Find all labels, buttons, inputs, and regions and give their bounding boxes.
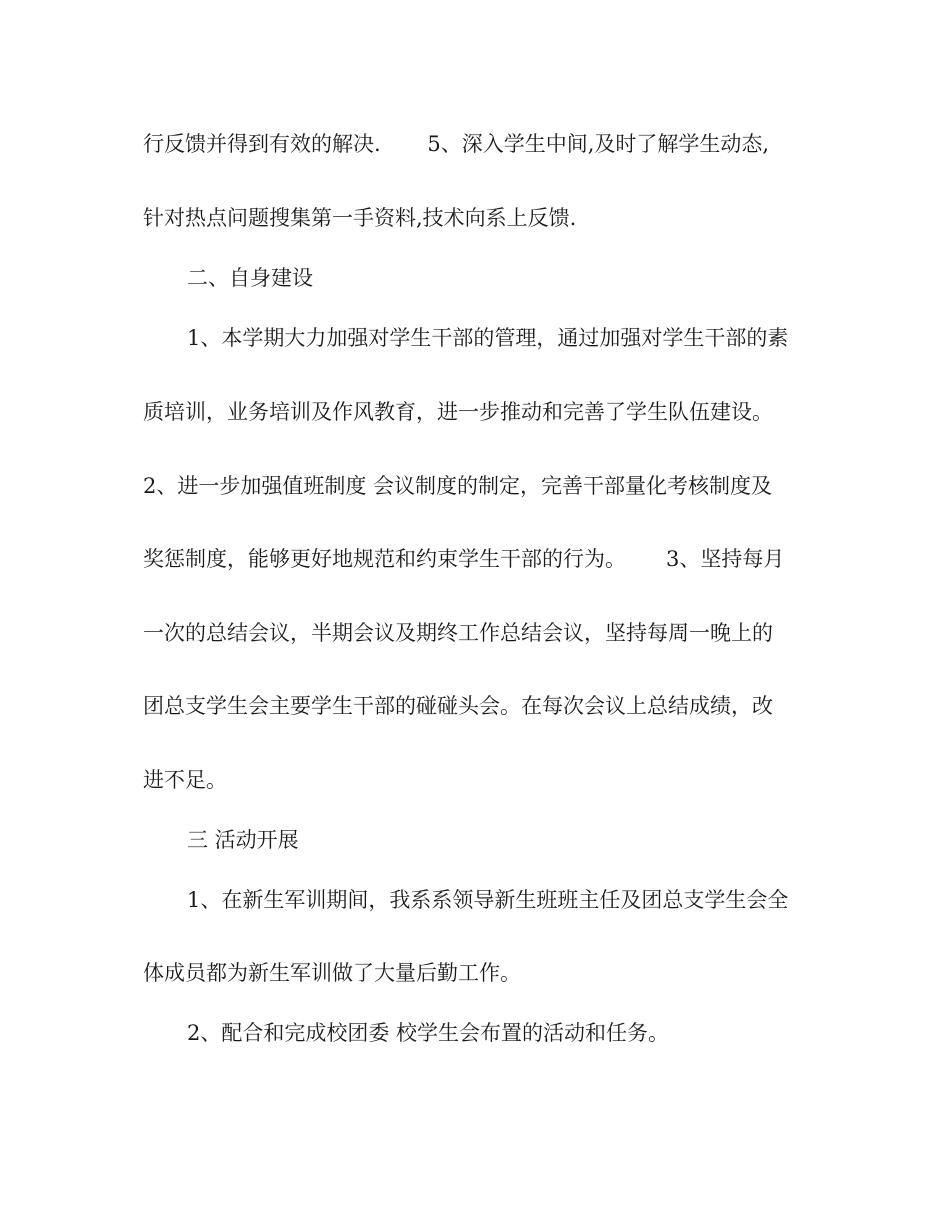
text-line: 2、进一步加强值班制度 会议制度的制定，完善干部量化考核制度及 [143, 474, 773, 498]
text-line: 针对热点问题搜集第一手资料,技术向系上反馈. [143, 206, 577, 230]
text-line: 2、配合和完成校团委 校学生会布置的活动和任务。 [187, 1021, 670, 1045]
text-line: 质培训，业务培训及作风教育，进一步推动和完善了学生队伍建设。 [143, 400, 773, 424]
text-line: 团总支学生会主要学生干部的碰碰头会。在每次会议上总结成绩，改 [143, 694, 773, 718]
text-line: 进不足。 [143, 768, 227, 792]
text-line: 1、在新生军训期间，我系系领导新生班班主任及团总支学生会全 [187, 888, 789, 912]
text-line: 一次的总结会议，半期会议及期终工作总结会议，坚持每周一晚上的 [143, 621, 773, 645]
text-line: 体成员都为新生军训做了大量后勤工作。 [143, 961, 521, 985]
section-heading: 二、自身建设 [187, 266, 313, 290]
text-line: 行反馈并得到有效的解决. 5、深入学生中间,及时了解学生动态, [143, 132, 770, 156]
section-heading: 三 活动开展 [187, 828, 299, 852]
text-line: 1、本学期大力加强对学生干部的管理，通过加强对学生干部的素 [187, 326, 789, 350]
text-line: 奖惩制度，能够更好地规范和约束学生干部的行为。 3、坚持每月 [143, 547, 785, 571]
